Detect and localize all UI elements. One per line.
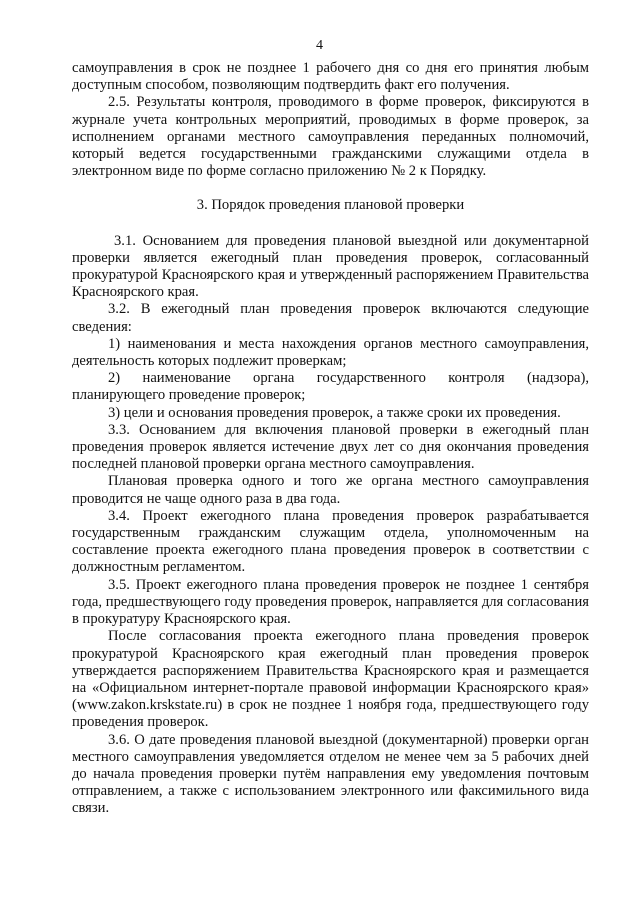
paragraph-3-2: 3.2. В ежегодный план проведения проверок включаются следующие сведения: xyxy=(72,301,589,335)
paragraph-3-3: 3.3. Основанием для включения плановой проверки в ежегодный план проведения проверок является истечение двух лет со дня окончания проведения последней плановой проверки органа местного самоуправления. xyxy=(72,421,589,473)
page-number: 4 xyxy=(316,38,323,53)
paragraph-continuation: самоуправления в срок не позднее 1 рабочего дня со дня его принятия любым доступным способом, позволяющим подтвердить факт его получения. xyxy=(72,60,589,94)
list-item-2: 2) наименование органа государственного контроля (надзора), планирующего проведение проверок; xyxy=(72,370,589,404)
paragraph-3-4: 3.4. Проект ежегодного плана проведения проверок разрабатывается государственным гражданским служащим отдела, уполномоченным на составление проекта ежегодного плана проведения проверок в соответствии с должностным регламентом. xyxy=(72,507,589,576)
section-heading: 3. Порядок проведения плановой проверки xyxy=(196,197,465,214)
paragraph-3-3-cont: Плановая проверка одного и того же органа местного самоуправления проводится не чаще одного раза в два года. xyxy=(72,473,589,507)
paragraph-2-5: 2.5. Результаты контроля, проводимого в форме проверок, фиксируются в журнале учета контрольных мероприятий, проводимых в форме проверок, за исполнением органами местного самоуправления переданных полномочий, который ведется государственными гражданскими служащими отдела в электронном виде по форме согласно приложению № 2 к Порядку. xyxy=(72,94,589,180)
list-item-1: 1) наименования и места нахождения органов местного самоуправления, деятельность которых подлежит проверкам; xyxy=(72,335,589,370)
list-item-3: 3) цели и основания проведения проверок, а также сроки их проведения. xyxy=(108,404,561,421)
paragraph-3-5-cont: После согласования проекта ежегодного плана проведения проверок прокуратурой Красноярского края ежегодный план проведения проверок утверждается распоряжением Правительства Красноярского края и размещается на «Официальном интернет-портале правовой информации Красноярского края» (www.zakon.krskstate.ru) в срок не позднее 1 ноября года, предшествующего году проведения проверок. xyxy=(72,628,589,731)
paragraph-3-1: 3.1. Основанием для проведения плановой выездной или документарной проверки является ежегодный план проведения проверок, согласованный прокуратурой Красноярского края и утвержденный распоряжением Правительства Красноярского края. xyxy=(72,232,589,301)
paragraph-3-5: 3.5. Проект ежегодного плана проведения проверок не позднее 1 сентября года, предшествующего году проведения проверок, направляется для согласования в прокуратуру Красноярского края. xyxy=(72,576,589,628)
paragraph-3-6: 3.6. О дате проведения плановой выездной (документарной) проверки орган местного самоуправления уведомляется отделом не менее чем за 5 рабочих дней до начала проведения проверки путём направления ему уведомления почтовым отправлением, а также с использованием электронного или факсимильного вида связи. xyxy=(72,731,589,817)
document-body xyxy=(72,60,589,818)
